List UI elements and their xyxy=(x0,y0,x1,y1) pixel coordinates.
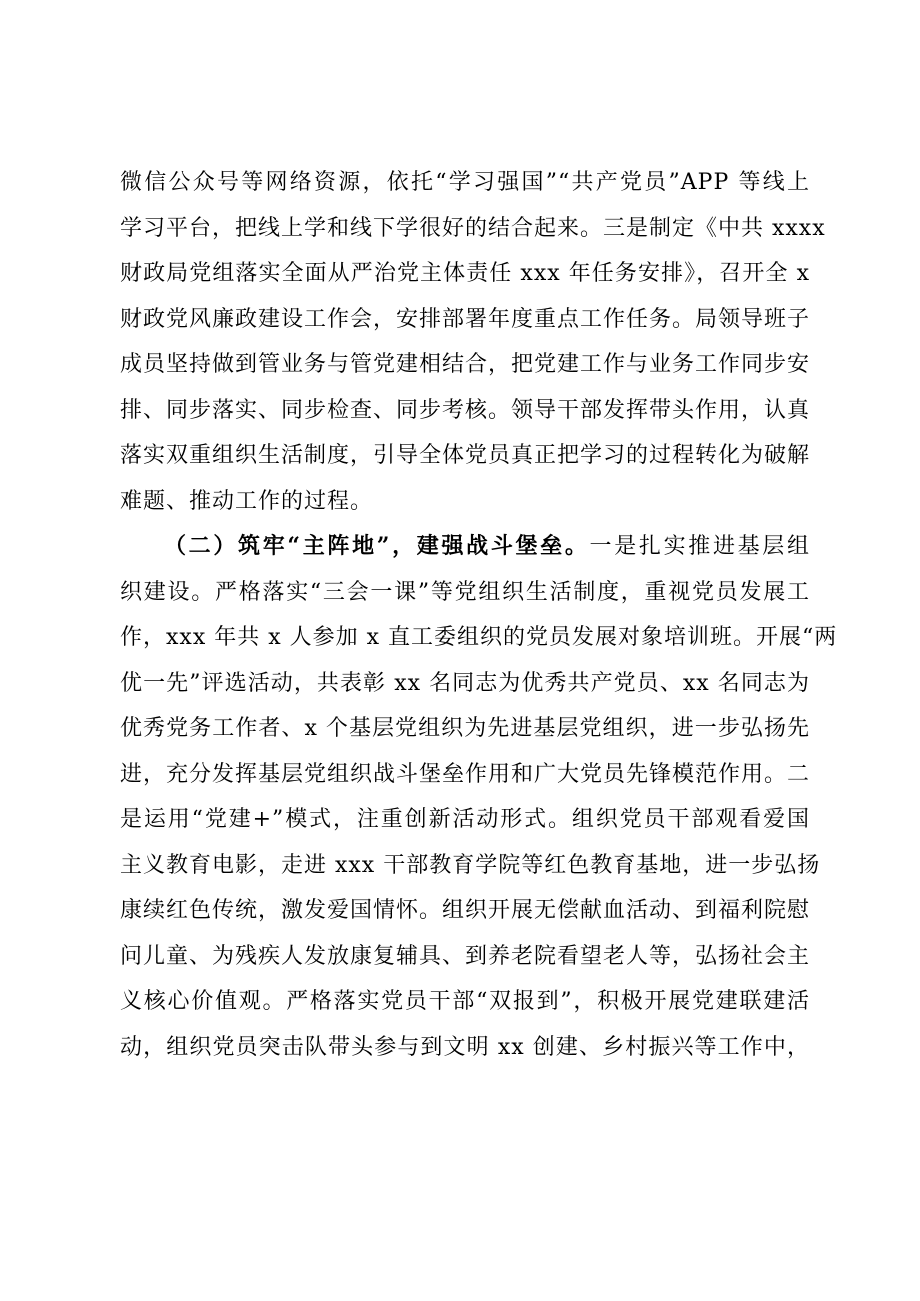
text-line: 微信公众号等网络资源，依托“学习强国”“共产党员”APP 等线上 xyxy=(120,170,810,195)
text-line: 主义教育电影，走进 xxx 干部教育学院等红色教育基地，进一步弘扬 xyxy=(120,852,821,878)
text-line: 财政局党组落实全面从严治党主体责任 xxx 年任务安排》，召开全 x xyxy=(120,261,810,286)
text-fragment: 一是扎实推进基层组 xyxy=(589,534,810,559)
text-line: 财政党风廉政建设工作会，安排部署年度重点工作任务。局领导班子 xyxy=(120,306,811,332)
text-line: 成员坚持做到管业务与管党建相结合，把党建工作与业务工作同步安 xyxy=(120,352,811,377)
text-line: 动，组织党员突击队带头参与到文明 xx 创建、乡村振兴等工作中， xyxy=(120,1034,810,1060)
text-line: 义核心价值观。严格落实党员干部“双报到”，积极开展党建联建活 xyxy=(120,989,810,1014)
text-line: 是运用“党建+”模式，注重创新活动形式。组织党员干部观看爱国 xyxy=(120,807,810,832)
text-line: 问儿童、为残疾人发放康复辅具、到养老院看望老人等，弘扬社会主 xyxy=(120,943,811,969)
text-line: 落实双重组织生活制度，引导全体党员真正把学习的过程转化为破解 xyxy=(120,443,811,468)
paragraph-first-line xyxy=(120,524,810,570)
text-line: 优一先”评选活动，共表彰 xx 名同志为优秀共产党员、xx 名同志为 xyxy=(120,670,810,696)
text-line: 难题、推动工作的过程。 xyxy=(120,488,374,514)
text-line: 康续红色传统，激发爱国情怀。组织开展无偿献血活动、到福利院慰 xyxy=(120,898,811,923)
text-line: 织建设。严格落实“三会一课”等党组织生活制度，重视党员发展工 xyxy=(120,579,810,605)
text-line: 优秀党务工作者、x 个基层党组织为先进基层党组织，进一步弘扬先 xyxy=(120,716,810,741)
paragraph-2 xyxy=(120,524,838,1070)
text-line: 排、同步落实、同步检查、同步考核。领导干部发挥带头作用，认真 xyxy=(120,397,811,423)
section-heading: （二）筑牢“主阵地”，建强战斗堡垒。 xyxy=(164,533,590,559)
text-line: 作，xxx 年共 x 人参加 x 直工委组织的党员发展对象培训班。开展“两 xyxy=(120,625,838,650)
text-line: 进，充分发挥基层党组织战斗堡垒作用和广大党员先锋模范作用。二 xyxy=(120,761,811,787)
paragraph-1 xyxy=(120,160,826,524)
document-body xyxy=(120,160,838,1070)
text-line: 学习平台，把线上学和线下学很好的结合起来。三是制定《中共 xxxx xyxy=(120,215,826,241)
